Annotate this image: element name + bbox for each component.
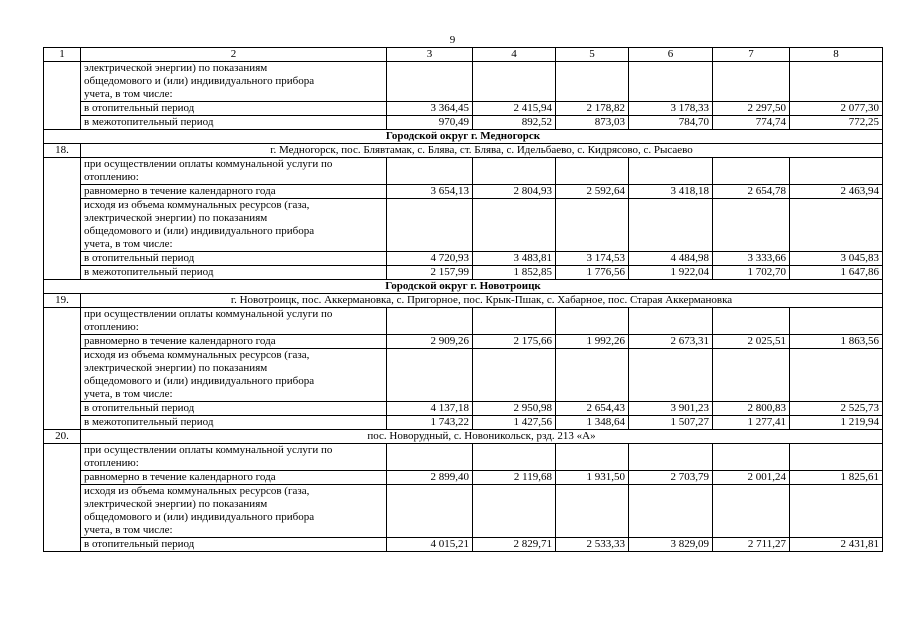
table-row [44, 199, 883, 252]
district-title: Городской округ г. Новотроицк [44, 280, 883, 294]
row-label-text: в отопительный период [84, 402, 195, 414]
locality-name: г. Новотроицк, пос. Аккермановка, с. Пригорное, пос. Крык-Пшак, с. Хабарное, пос. Старая Аккермановка [81, 294, 883, 308]
value-cell [556, 199, 629, 252]
column-number: 5 [556, 48, 629, 62]
value-cell [387, 349, 473, 402]
value-cell: 3 901,23 [629, 402, 713, 416]
row-label [81, 252, 387, 266]
value-cell [713, 485, 790, 538]
value-cell [473, 308, 556, 335]
value-cell [790, 444, 883, 471]
value-cell [556, 444, 629, 471]
value-cell: 772,25 [790, 116, 883, 130]
value-cell: 2 829,71 [473, 538, 556, 552]
row-label [81, 349, 387, 402]
value-cell: 3 418,18 [629, 185, 713, 199]
value-cell: 2 800,83 [713, 402, 790, 416]
table-row [44, 308, 883, 335]
value-cell [556, 308, 629, 335]
value-cell [556, 349, 629, 402]
value-cell: 784,70 [629, 116, 713, 130]
value-cell: 2 525,73 [790, 402, 883, 416]
value-cell: 2 804,93 [473, 185, 556, 199]
row-label [81, 185, 387, 199]
row-label [81, 471, 387, 485]
value-cell: 1 277,41 [713, 416, 790, 430]
value-cell: 2 431,81 [790, 538, 883, 552]
value-cell: 1 863,56 [790, 335, 883, 349]
value-cell [713, 349, 790, 402]
value-cell: 3 178,33 [629, 102, 713, 116]
value-cell: 3 174,53 [556, 252, 629, 266]
value-cell: 2 654,43 [556, 402, 629, 416]
table-row [44, 266, 883, 280]
row-label-text: равномерно в течение календарного года [84, 335, 276, 347]
table-row [44, 185, 883, 199]
value-cell [387, 444, 473, 471]
value-cell: 1 852,85 [473, 266, 556, 280]
value-cell: 1 992,26 [556, 335, 629, 349]
district-header-row [44, 130, 883, 144]
row-label-text: равномерно в течение календарного года [84, 185, 276, 197]
value-cell: 4 137,18 [387, 402, 473, 416]
value-cell [629, 62, 713, 102]
value-cell: 2 950,98 [473, 402, 556, 416]
value-cell [556, 158, 629, 185]
value-cell: 1 427,56 [473, 416, 556, 430]
item-number: 19. [44, 294, 81, 308]
row-label [81, 199, 387, 252]
value-cell [473, 444, 556, 471]
value-cell [713, 158, 790, 185]
value-cell: 4 015,21 [387, 538, 473, 552]
value-cell: 1 922,04 [629, 266, 713, 280]
value-cell: 2 592,64 [556, 185, 629, 199]
value-cell: 1 647,86 [790, 266, 883, 280]
table-row [44, 102, 883, 116]
value-cell: 1 219,94 [790, 416, 883, 430]
row-label [81, 158, 387, 185]
item-number: 18. [44, 144, 81, 158]
row-label-text: исходя из объема коммунальных ресурсов (газа, электрической энергии) по показаниям общедомового и (или) индивидуального прибора учета, в том числе: [84, 349, 315, 400]
item-number: 20. [44, 430, 81, 444]
value-cell: 4 484,98 [629, 252, 713, 266]
column-number: 8 [790, 48, 883, 62]
value-cell [387, 62, 473, 102]
value-cell: 1 825,61 [790, 471, 883, 485]
value-cell: 1 776,56 [556, 266, 629, 280]
row-index-cell [44, 158, 81, 280]
row-label-text: электрической энергии) по показаниям общедомового и (или) индивидуального прибора учета, в том числе: [84, 62, 315, 100]
table-row [44, 538, 883, 552]
value-cell [629, 158, 713, 185]
row-index-cell [44, 444, 81, 552]
column-number: 4 [473, 48, 556, 62]
value-cell: 1 507,27 [629, 416, 713, 430]
value-cell [713, 308, 790, 335]
row-label-text: при осуществлении оплаты коммунальной услуги по отоплению: [84, 444, 333, 469]
row-label-text: в отопительный период [84, 252, 195, 264]
value-cell: 2 297,50 [713, 102, 790, 116]
row-label-text: при осуществлении оплаты коммунальной услуги по отоплению: [84, 158, 333, 183]
value-cell: 2 119,68 [473, 471, 556, 485]
row-label [81, 416, 387, 430]
value-cell: 892,52 [473, 116, 556, 130]
column-number: 7 [713, 48, 790, 62]
value-cell [556, 62, 629, 102]
value-cell [713, 62, 790, 102]
value-cell [790, 158, 883, 185]
value-cell: 774,74 [713, 116, 790, 130]
value-cell: 3 654,13 [387, 185, 473, 199]
row-label-text: в отопительный период [84, 102, 195, 114]
locality-name: пос. Новорудный, с. Новоникольск, рзд. 213 «А» [81, 430, 883, 444]
value-cell [473, 199, 556, 252]
value-cell [790, 349, 883, 402]
value-cell [790, 62, 883, 102]
value-cell: 2 077,30 [790, 102, 883, 116]
row-label-text: в межотопительный период [84, 416, 214, 428]
value-cell: 3 333,66 [713, 252, 790, 266]
value-cell [387, 199, 473, 252]
value-cell: 2 654,78 [713, 185, 790, 199]
value-cell [713, 199, 790, 252]
value-cell: 3 364,45 [387, 102, 473, 116]
table-row [44, 416, 883, 430]
page-number: 9 [449, 34, 456, 46]
value-cell: 2 703,79 [629, 471, 713, 485]
value-cell: 2 711,27 [713, 538, 790, 552]
value-cell: 1 702,70 [713, 266, 790, 280]
district-header-row [44, 280, 883, 294]
value-cell [473, 62, 556, 102]
row-label [81, 116, 387, 130]
value-cell [629, 308, 713, 335]
district-title: Городской округ г. Медногорск [44, 130, 883, 144]
column-number: 1 [44, 48, 81, 62]
locality-row [44, 294, 883, 308]
table-row [44, 335, 883, 349]
value-cell [790, 485, 883, 538]
value-cell: 2 178,82 [556, 102, 629, 116]
column-number: 3 [387, 48, 473, 62]
value-cell [629, 199, 713, 252]
row-label-text: исходя из объема коммунальных ресурсов (газа, электрической энергии) по показаниям общедомового и (или) индивидуального прибора учета, в том числе: [84, 485, 315, 536]
row-label [81, 266, 387, 280]
value-cell [473, 485, 556, 538]
table-row [44, 485, 883, 538]
value-cell [790, 199, 883, 252]
table-row [44, 471, 883, 485]
row-label [81, 402, 387, 416]
value-cell [473, 158, 556, 185]
value-cell: 2 415,94 [473, 102, 556, 116]
row-label-text: в межотопительный период [84, 116, 214, 128]
value-cell: 2 673,31 [629, 335, 713, 349]
column-number: 6 [629, 48, 713, 62]
value-cell [790, 308, 883, 335]
value-cell: 873,03 [556, 116, 629, 130]
value-cell [387, 158, 473, 185]
row-label-text: в отопительный период [84, 538, 195, 550]
row-label-text: в межотопительный период [84, 266, 214, 278]
column-number: 2 [81, 48, 387, 62]
value-cell [556, 485, 629, 538]
row-index-cell [44, 62, 81, 130]
locality-row [44, 144, 883, 158]
row-index-cell [44, 308, 81, 430]
value-cell: 1 743,22 [387, 416, 473, 430]
value-cell [629, 349, 713, 402]
row-label [81, 62, 387, 102]
row-label [81, 538, 387, 552]
value-cell: 2 909,26 [387, 335, 473, 349]
value-cell [713, 444, 790, 471]
table-row [44, 444, 883, 471]
value-cell: 1 931,50 [556, 471, 629, 485]
locality-name: г. Медногорск, пос. Блявтамак, с. Блява, ст. Блява, с. Идельбаево, с. Кидрясово, с. Рысаево [81, 144, 883, 158]
table-row [44, 252, 883, 266]
table-row [44, 349, 883, 402]
tariff-table [43, 47, 883, 552]
value-cell: 2 157,99 [387, 266, 473, 280]
value-cell: 2 463,94 [790, 185, 883, 199]
value-cell: 2 533,33 [556, 538, 629, 552]
row-label [81, 308, 387, 335]
table-row [44, 62, 883, 102]
value-cell: 2 001,24 [713, 471, 790, 485]
value-cell [473, 349, 556, 402]
table-body [44, 48, 883, 552]
value-cell [629, 444, 713, 471]
row-label-text: исходя из объема коммунальных ресурсов (газа, электрической энергии) по показаниям общедомового и (или) индивидуального прибора учета, в том числе: [84, 199, 315, 250]
column-numbers-row [44, 48, 883, 62]
locality-row [44, 430, 883, 444]
value-cell [629, 485, 713, 538]
value-cell: 3 483,81 [473, 252, 556, 266]
table-row [44, 158, 883, 185]
table-row [44, 116, 883, 130]
value-cell: 2 025,51 [713, 335, 790, 349]
value-cell: 3 829,09 [629, 538, 713, 552]
table-row [44, 402, 883, 416]
row-label [81, 485, 387, 538]
value-cell: 4 720,93 [387, 252, 473, 266]
value-cell: 970,49 [387, 116, 473, 130]
value-cell: 2 899,40 [387, 471, 473, 485]
row-label [81, 102, 387, 116]
value-cell: 2 175,66 [473, 335, 556, 349]
row-label [81, 444, 387, 471]
row-label-text: при осуществлении оплаты коммунальной услуги по отоплению: [84, 308, 333, 333]
row-label [81, 335, 387, 349]
value-cell [387, 308, 473, 335]
value-cell: 1 348,64 [556, 416, 629, 430]
value-cell: 3 045,83 [790, 252, 883, 266]
row-label-text: равномерно в течение календарного года [84, 471, 276, 483]
value-cell [387, 485, 473, 538]
